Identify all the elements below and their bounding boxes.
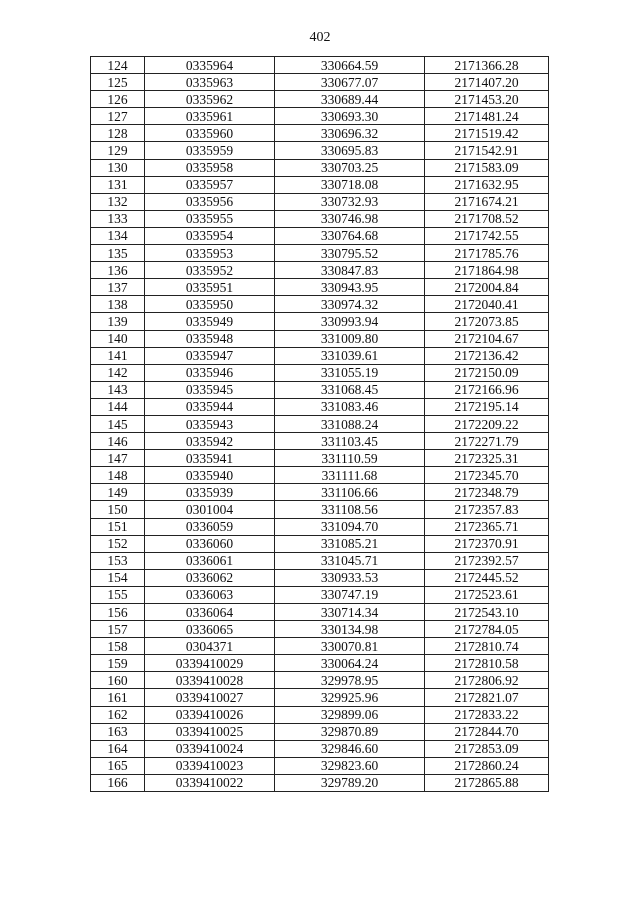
row-number-cell: 128 <box>91 125 145 142</box>
y-coordinate-cell: 2172853.09 <box>425 740 549 757</box>
y-coordinate-cell: 2172370.91 <box>425 535 549 552</box>
table-row <box>91 313 549 330</box>
point-id-cell: 0335943 <box>145 415 275 432</box>
point-id-cell: 0339410026 <box>145 706 275 723</box>
y-coordinate-cell: 2172810.74 <box>425 638 549 655</box>
x-coordinate-cell: 331083.46 <box>275 398 425 415</box>
y-coordinate-cell: 2172348.79 <box>425 484 549 501</box>
row-number-cell: 127 <box>91 108 145 125</box>
y-coordinate-cell: 2172844.70 <box>425 723 549 740</box>
x-coordinate-cell: 331009.80 <box>275 330 425 347</box>
table-row <box>91 621 549 638</box>
y-coordinate-cell: 2171453.20 <box>425 91 549 108</box>
point-id-cell: 0336059 <box>145 518 275 535</box>
y-coordinate-cell: 2171519.42 <box>425 125 549 142</box>
coordinates-table-body <box>91 57 549 792</box>
x-coordinate-cell: 330714.34 <box>275 604 425 621</box>
table-row <box>91 518 549 535</box>
x-coordinate-cell: 330847.83 <box>275 262 425 279</box>
row-number-cell: 147 <box>91 450 145 467</box>
y-coordinate-cell: 2172806.92 <box>425 672 549 689</box>
point-id-cell: 0339410029 <box>145 655 275 672</box>
y-coordinate-cell: 2172365.71 <box>425 518 549 535</box>
table-row <box>91 433 549 450</box>
row-number-cell: 144 <box>91 398 145 415</box>
table-row <box>91 535 549 552</box>
point-id-cell: 0335962 <box>145 91 275 108</box>
row-number-cell: 140 <box>91 330 145 347</box>
coordinates-table <box>90 56 549 792</box>
row-number-cell: 129 <box>91 142 145 159</box>
point-id-cell: 0335944 <box>145 398 275 415</box>
table-row <box>91 210 549 227</box>
table-row <box>91 364 549 381</box>
y-coordinate-cell: 2171366.28 <box>425 57 549 74</box>
row-number-cell: 131 <box>91 176 145 193</box>
table-row <box>91 774 549 791</box>
point-id-cell: 0335947 <box>145 347 275 364</box>
x-coordinate-cell: 330064.24 <box>275 655 425 672</box>
x-coordinate-cell: 331055.19 <box>275 364 425 381</box>
x-coordinate-cell: 331108.56 <box>275 501 425 518</box>
row-number-cell: 125 <box>91 74 145 91</box>
point-id-cell: 0335952 <box>145 262 275 279</box>
table-row <box>91 740 549 757</box>
row-number-cell: 159 <box>91 655 145 672</box>
table-row <box>91 689 549 706</box>
x-coordinate-cell: 331045.71 <box>275 552 425 569</box>
x-coordinate-cell: 331088.24 <box>275 415 425 432</box>
point-id-cell: 0336064 <box>145 604 275 621</box>
point-id-cell: 0335956 <box>145 193 275 210</box>
row-number-cell: 132 <box>91 193 145 210</box>
table-row <box>91 227 549 244</box>
table-row <box>91 296 549 313</box>
row-number-cell: 142 <box>91 364 145 381</box>
point-id-cell: 0339410023 <box>145 757 275 774</box>
row-number-cell: 150 <box>91 501 145 518</box>
row-number-cell: 148 <box>91 467 145 484</box>
table-row <box>91 262 549 279</box>
point-id-cell: 0335942 <box>145 433 275 450</box>
point-id-cell: 0339410024 <box>145 740 275 757</box>
x-coordinate-cell: 330677.07 <box>275 74 425 91</box>
row-number-cell: 141 <box>91 347 145 364</box>
x-coordinate-cell: 330664.59 <box>275 57 425 74</box>
table-row <box>91 74 549 91</box>
point-id-cell: 0335964 <box>145 57 275 74</box>
x-coordinate-cell: 330732.93 <box>275 193 425 210</box>
y-coordinate-cell: 2172325.31 <box>425 450 549 467</box>
table-row <box>91 415 549 432</box>
y-coordinate-cell: 2172345.70 <box>425 467 549 484</box>
row-number-cell: 130 <box>91 159 145 176</box>
y-coordinate-cell: 2172357.83 <box>425 501 549 518</box>
x-coordinate-cell: 330695.83 <box>275 142 425 159</box>
x-coordinate-cell: 331039.61 <box>275 347 425 364</box>
table-row <box>91 398 549 415</box>
table-row <box>91 108 549 125</box>
table-row <box>91 552 549 569</box>
point-id-cell: 0335953 <box>145 245 275 262</box>
point-id-cell: 0335949 <box>145 313 275 330</box>
x-coordinate-cell: 330746.98 <box>275 210 425 227</box>
row-number-cell: 137 <box>91 279 145 296</box>
point-id-cell: 0335955 <box>145 210 275 227</box>
row-number-cell: 161 <box>91 689 145 706</box>
point-id-cell: 0335941 <box>145 450 275 467</box>
point-id-cell: 0335946 <box>145 364 275 381</box>
table-row <box>91 706 549 723</box>
point-id-cell: 0335939 <box>145 484 275 501</box>
point-id-cell: 0335945 <box>145 381 275 398</box>
x-coordinate-cell: 329870.89 <box>275 723 425 740</box>
x-coordinate-cell: 331085.21 <box>275 535 425 552</box>
table-row <box>91 723 549 740</box>
table-row <box>91 655 549 672</box>
row-number-cell: 160 <box>91 672 145 689</box>
row-number-cell: 163 <box>91 723 145 740</box>
x-coordinate-cell: 330693.30 <box>275 108 425 125</box>
row-number-cell: 156 <box>91 604 145 621</box>
row-number-cell: 146 <box>91 433 145 450</box>
row-number-cell: 143 <box>91 381 145 398</box>
x-coordinate-cell: 329789.20 <box>275 774 425 791</box>
point-id-cell: 0335950 <box>145 296 275 313</box>
row-number-cell: 154 <box>91 569 145 586</box>
y-coordinate-cell: 2171632.95 <box>425 176 549 193</box>
point-id-cell: 0339410027 <box>145 689 275 706</box>
y-coordinate-cell: 2171481.24 <box>425 108 549 125</box>
point-id-cell: 0336065 <box>145 621 275 638</box>
y-coordinate-cell: 2172004.84 <box>425 279 549 296</box>
table-row <box>91 330 549 347</box>
row-number-cell: 151 <box>91 518 145 535</box>
point-id-cell: 0335959 <box>145 142 275 159</box>
x-coordinate-cell: 330134.98 <box>275 621 425 638</box>
y-coordinate-cell: 2171864.98 <box>425 262 549 279</box>
y-coordinate-cell: 2172195.14 <box>425 398 549 415</box>
y-coordinate-cell: 2172150.09 <box>425 364 549 381</box>
y-coordinate-cell: 2171674.21 <box>425 193 549 210</box>
x-coordinate-cell: 330747.19 <box>275 586 425 603</box>
row-number-cell: 157 <box>91 621 145 638</box>
point-id-cell: 0339410022 <box>145 774 275 791</box>
table-row <box>91 279 549 296</box>
y-coordinate-cell: 2172784.05 <box>425 621 549 638</box>
table-row <box>91 381 549 398</box>
table-row <box>91 586 549 603</box>
y-coordinate-cell: 2171708.52 <box>425 210 549 227</box>
point-id-cell: 0335963 <box>145 74 275 91</box>
y-coordinate-cell: 2172833.22 <box>425 706 549 723</box>
row-number-cell: 155 <box>91 586 145 603</box>
point-id-cell: 0336062 <box>145 569 275 586</box>
table-row <box>91 501 549 518</box>
point-id-cell: 0335958 <box>145 159 275 176</box>
y-coordinate-cell: 2171583.09 <box>425 159 549 176</box>
x-coordinate-cell: 330933.53 <box>275 569 425 586</box>
point-id-cell: 0335957 <box>145 176 275 193</box>
x-coordinate-cell: 330795.52 <box>275 245 425 262</box>
y-coordinate-cell: 2172166.96 <box>425 381 549 398</box>
row-number-cell: 164 <box>91 740 145 757</box>
y-coordinate-cell: 2172810.58 <box>425 655 549 672</box>
y-coordinate-cell: 2172445.52 <box>425 569 549 586</box>
x-coordinate-cell: 331094.70 <box>275 518 425 535</box>
row-number-cell: 166 <box>91 774 145 791</box>
y-coordinate-cell: 2172136.42 <box>425 347 549 364</box>
table-row <box>91 91 549 108</box>
y-coordinate-cell: 2172821.07 <box>425 689 549 706</box>
x-coordinate-cell: 330974.32 <box>275 296 425 313</box>
point-id-cell: 0336060 <box>145 535 275 552</box>
y-coordinate-cell: 2172040.41 <box>425 296 549 313</box>
x-coordinate-cell: 329823.60 <box>275 757 425 774</box>
row-number-cell: 145 <box>91 415 145 432</box>
point-id-cell: 0339410028 <box>145 672 275 689</box>
table-row <box>91 57 549 74</box>
row-number-cell: 133 <box>91 210 145 227</box>
x-coordinate-cell: 330703.25 <box>275 159 425 176</box>
table-row <box>91 604 549 621</box>
table-row <box>91 125 549 142</box>
point-id-cell: 0336063 <box>145 586 275 603</box>
x-coordinate-cell: 330718.08 <box>275 176 425 193</box>
point-id-cell: 0335940 <box>145 467 275 484</box>
table-row <box>91 757 549 774</box>
row-number-cell: 134 <box>91 227 145 244</box>
point-id-cell: 0304371 <box>145 638 275 655</box>
row-number-cell: 162 <box>91 706 145 723</box>
point-id-cell: 0335961 <box>145 108 275 125</box>
point-id-cell: 0335951 <box>145 279 275 296</box>
x-coordinate-cell: 331103.45 <box>275 433 425 450</box>
x-coordinate-cell: 330993.94 <box>275 313 425 330</box>
row-number-cell: 124 <box>91 57 145 74</box>
x-coordinate-cell: 331110.59 <box>275 450 425 467</box>
y-coordinate-cell: 2171785.76 <box>425 245 549 262</box>
table-row <box>91 467 549 484</box>
point-id-cell: 0335960 <box>145 125 275 142</box>
table-row <box>91 159 549 176</box>
table-row <box>91 176 549 193</box>
row-number-cell: 149 <box>91 484 145 501</box>
y-coordinate-cell: 2172104.67 <box>425 330 549 347</box>
row-number-cell: 158 <box>91 638 145 655</box>
row-number-cell: 138 <box>91 296 145 313</box>
y-coordinate-cell: 2172865.88 <box>425 774 549 791</box>
x-coordinate-cell: 329978.95 <box>275 672 425 689</box>
page-number: 402 <box>309 30 331 45</box>
table-row <box>91 347 549 364</box>
point-id-cell: 0301004 <box>145 501 275 518</box>
y-coordinate-cell: 2172209.22 <box>425 415 549 432</box>
table-row <box>91 672 549 689</box>
row-number-cell: 135 <box>91 245 145 262</box>
y-coordinate-cell: 2171742.55 <box>425 227 549 244</box>
table-row <box>91 193 549 210</box>
row-number-cell: 152 <box>91 535 145 552</box>
row-number-cell: 139 <box>91 313 145 330</box>
x-coordinate-cell: 329846.60 <box>275 740 425 757</box>
row-number-cell: 136 <box>91 262 145 279</box>
y-coordinate-cell: 2172523.61 <box>425 586 549 603</box>
y-coordinate-cell: 2171407.20 <box>425 74 549 91</box>
y-coordinate-cell: 2172860.24 <box>425 757 549 774</box>
point-id-cell: 0335954 <box>145 227 275 244</box>
x-coordinate-cell: 330696.32 <box>275 125 425 142</box>
x-coordinate-cell: 330764.68 <box>275 227 425 244</box>
table-row <box>91 638 549 655</box>
x-coordinate-cell: 330689.44 <box>275 91 425 108</box>
y-coordinate-cell: 2172392.57 <box>425 552 549 569</box>
point-id-cell: 0336061 <box>145 552 275 569</box>
y-coordinate-cell: 2172543.10 <box>425 604 549 621</box>
x-coordinate-cell: 331068.45 <box>275 381 425 398</box>
point-id-cell: 0339410025 <box>145 723 275 740</box>
table-row <box>91 484 549 501</box>
y-coordinate-cell: 2171542.91 <box>425 142 549 159</box>
table-row <box>91 245 549 262</box>
row-number-cell: 126 <box>91 91 145 108</box>
y-coordinate-cell: 2172271.79 <box>425 433 549 450</box>
row-number-cell: 153 <box>91 552 145 569</box>
point-id-cell: 0335948 <box>145 330 275 347</box>
x-coordinate-cell: 330070.81 <box>275 638 425 655</box>
x-coordinate-cell: 329925.96 <box>275 689 425 706</box>
x-coordinate-cell: 330943.95 <box>275 279 425 296</box>
x-coordinate-cell: 331111.68 <box>275 467 425 484</box>
table-row <box>91 450 549 467</box>
row-number-cell: 165 <box>91 757 145 774</box>
x-coordinate-cell: 331106.66 <box>275 484 425 501</box>
table-row <box>91 569 549 586</box>
table-row <box>91 142 549 159</box>
y-coordinate-cell: 2172073.85 <box>425 313 549 330</box>
x-coordinate-cell: 329899.06 <box>275 706 425 723</box>
